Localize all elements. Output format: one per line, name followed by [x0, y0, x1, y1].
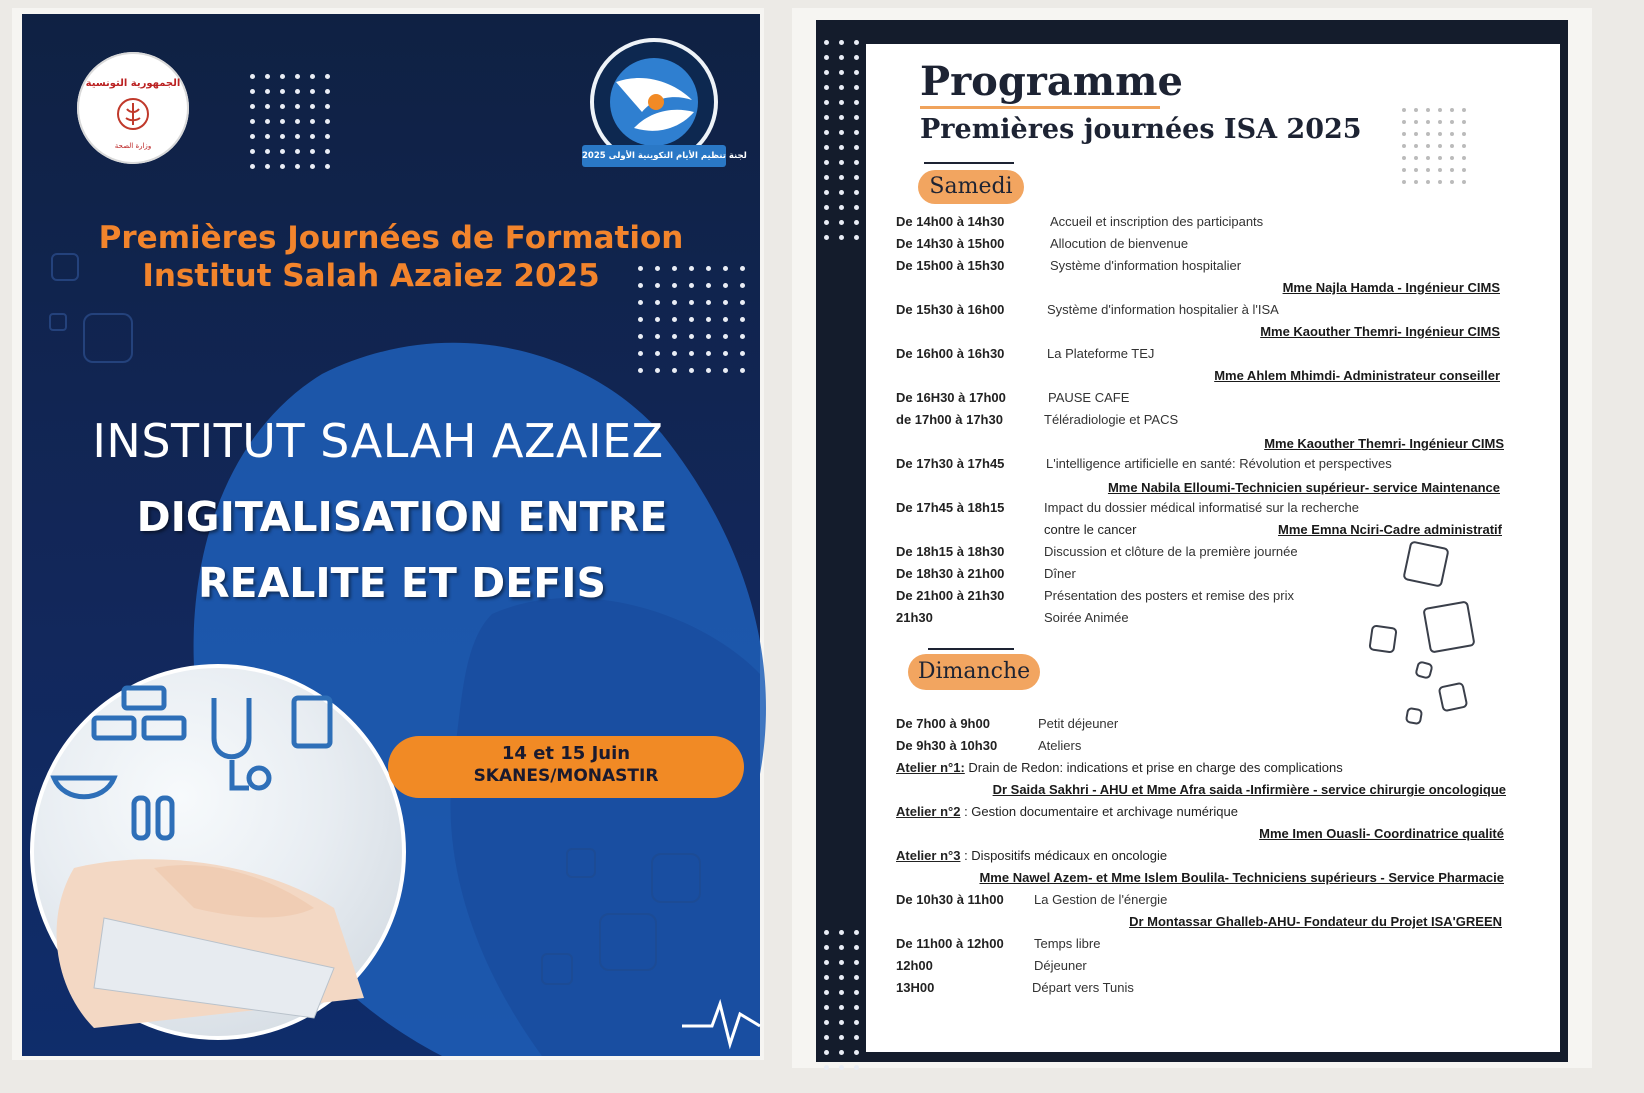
day2-rule	[928, 648, 1014, 650]
schedule-row: De 16h00 à 16h30 La Plateforme TEJ	[896, 346, 1155, 361]
schedule-row: De 11h00 à 12h00 Temps libre	[896, 936, 1101, 951]
dot-pattern-paper	[1402, 108, 1466, 184]
day1-label: Samedi	[918, 170, 1024, 204]
schedule-row: De 14h30 à 15h00 Allocution de bienvenue	[896, 236, 1189, 251]
speaker-line: Mme Kaouther Themri- Ingénieur CIMS	[1264, 436, 1504, 451]
schedule-row-continuation: contre le cancer	[1044, 522, 1137, 537]
event-date: 14 et 15 Juin	[501, 743, 631, 764]
decorative-square	[1438, 682, 1469, 713]
speaker-line: Mme Ahlem Mhimdi- Administrateur conseiller	[1214, 368, 1500, 383]
schedule-row: De 15h00 à 15h30 Système d'information hospitalier	[896, 258, 1242, 273]
date-location-badge	[388, 736, 744, 798]
speaker-line: Dr Montassar Ghalleb-AHU- Fondateur du Projet ISA'GREEN	[1129, 914, 1502, 929]
schedule-row: De 10h30 à 11h00 La Gestion de l'énergie	[896, 892, 1168, 907]
ministry-logo-line2: وزارة الصحة	[114, 142, 152, 150]
event-title	[22, 219, 760, 295]
schedule-row: de 17h00 à 17h30 Téléradiologie et PACS	[896, 412, 1179, 427]
day1-rule	[924, 162, 1014, 164]
theme-line1: DIGITALISATION ENTRE	[136, 493, 668, 541]
theme-line2: REALITE ET DEFIS	[197, 559, 607, 607]
dot-pattern-frame-bottom	[824, 930, 859, 1070]
committee-logo	[582, 38, 747, 172]
programme-paper	[866, 44, 1560, 1052]
schedule-row: De 21h00 à 21h30 Présentation des posters et remise des prix	[896, 588, 1295, 603]
theme-title	[22, 484, 782, 616]
speaker-line: Dr Saida Sakhri - AHU et Mme Afra saida -Infirmière - service chirurgie oncologique	[992, 782, 1506, 797]
speaker-line: Mme Emna Nciri-Cadre administratif	[1278, 522, 1502, 537]
schedule-row: De 18h30 à 21h00 Dîner	[896, 566, 1076, 581]
programme-sheet	[792, 8, 1592, 1068]
committee-logo-band: لجنة تنظيم الأيام التكوينية الأولى 2025	[582, 145, 726, 167]
ministry-emblem-icon	[115, 96, 151, 132]
ministry-logo	[77, 52, 189, 164]
programme-subtitle: Premières journées ISA 2025	[920, 114, 1362, 145]
event-location: SKANES/MONASTIR	[473, 766, 659, 786]
flyer	[12, 8, 764, 1060]
schedule-row: 13H00 Départ vers Tunis	[896, 980, 1134, 995]
flyer-background	[22, 14, 760, 1056]
ministry-logo-line1: الجمهورية التونسية	[85, 78, 181, 89]
programme-title: Programme	[920, 58, 1183, 105]
decorative-square	[1402, 540, 1449, 587]
decorative-square	[1368, 624, 1397, 653]
workshop-line: Atelier n°3 : Dispositifs médicaux en oncologie	[896, 848, 1168, 863]
schedule-row: 12h00 Déjeuner	[896, 958, 1087, 973]
speaker-line: Mme Kaouther Themri- Ingénieur CIMS	[1260, 324, 1500, 339]
speaker-line: Mme Nawel Azem- et Mme Islem Boulila- Techniciens supérieurs - Service Pharmacie	[979, 870, 1504, 885]
schedule-row: De 7h00 à 9h00 Petit déjeuner	[896, 716, 1119, 731]
schedule-row: De 9h30 à 10h30 Ateliers	[896, 738, 1082, 753]
workshop-line: Atelier n°1: Drain de Redon: indications et prise en charge des complications	[896, 760, 1343, 775]
decorative-square	[1422, 600, 1475, 653]
schedule-row: De 15h30 à 16h00 Système d'information hospitalier à l'ISA	[896, 302, 1279, 317]
schedule-row: 21h30 Soirée Animée	[896, 610, 1129, 625]
schedule-row: De 17h45 à 18h15 Impact du dossier médical informatisé sur la recherche	[896, 500, 1360, 515]
event-title-line2: Institut Salah Azaiez 2025	[142, 258, 600, 294]
dot-pattern-top	[250, 74, 330, 169]
speaker-line: Mme Imen Ouasli- Coordinatrice qualité	[1259, 826, 1504, 841]
day2-label: Dimanche	[908, 654, 1040, 690]
event-title-line1: Premières Journées de Formation	[98, 220, 684, 256]
schedule-row: De 17h30 à 17h45 L'intelligence artificielle en santé: Révolution et perspectives	[896, 456, 1392, 471]
schedule-row: De 18h15 à 18h30 Discussion et clôture de la première journée	[896, 544, 1298, 559]
schedule-row: De 16H30 à 17h00 PAUSE CAFE	[896, 390, 1130, 405]
institute-name: INSTITUT SALAH AZAIEZ	[92, 414, 664, 468]
keyboard-photo	[30, 664, 406, 1040]
speaker-line: Mme Najla Hamda - Ingénieur CIMS	[1282, 280, 1500, 295]
programme-frame	[816, 20, 1568, 1062]
schedule-row: De 14h00 à 14h30 Accueil et inscription des participants	[896, 214, 1264, 229]
title-underline	[920, 106, 1160, 109]
workshop-line: Atelier n°2 : Gestion documentaire et archivage numérique	[896, 804, 1238, 819]
speaker-line: Mme Nabila Elloumi-Technicien supérieur- service Maintenance	[1107, 480, 1500, 495]
decorative-square	[1414, 660, 1434, 680]
dot-pattern-frame-top	[824, 40, 859, 240]
